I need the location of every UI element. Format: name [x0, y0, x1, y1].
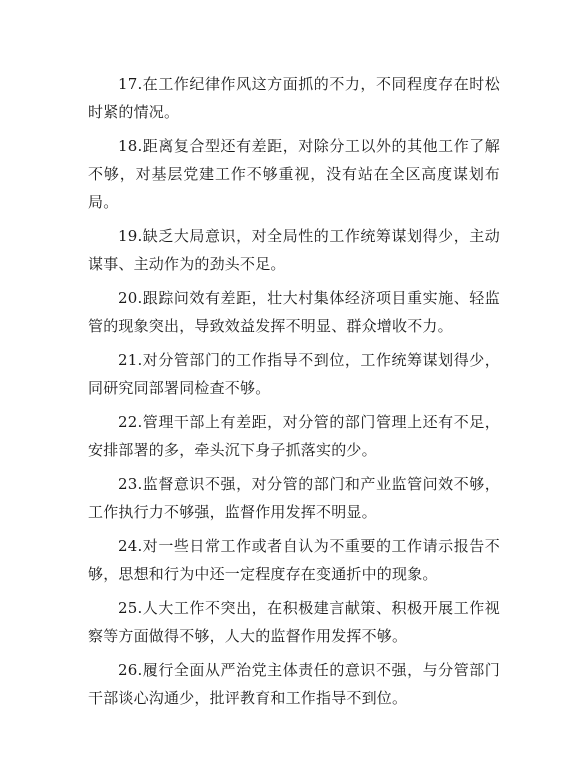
list-item: 22.管理干部上有差距，对分管的部门管理上还有不足，安排部署的多，牵头沉下身子抓落实的少。	[88, 413, 500, 459]
list-item: 26.履行全面从严治党主体责任的意识不强，与分管部门干部谈心沟通少，批评教育和工作指导不到位。	[88, 661, 500, 707]
list-item: 21.对分管部门的工作指导不到位，工作统筹谋划得少，同研究同部署同检查不够。	[88, 351, 500, 397]
list-item: 23.监督意识不强，对分管的部门和产业监管问效不够，工作执行力不够强，监督作用发挥不明显。	[88, 475, 500, 521]
list-item: 17.在工作纪律作风这方面抓的不力，不同程度存在时松时紧的情况。	[88, 75, 500, 121]
list-item: 18.距离复合型还有差距，对除分工以外的其他工作了解不够，对基层党建工作不够重视，没有站在全区高度谋划布局。	[88, 137, 500, 211]
list-item: 24.对一些日常工作或者自认为不重要的工作请示报告不够，思想和行为中还一定程度存在变通折中的现象。	[88, 537, 500, 583]
list-item: 25.人大工作不突出，在积极建言献策、积极开展工作视察等方面做得不够，人大的监督作用发挥不够。	[88, 599, 500, 645]
document-page	[88, 70, 500, 718]
list-item: 20.跟踪问效有差距，壮大村集体经济项目重实施、轻监管的现象突出，导致效益发挥不明显、群众增收不力。	[88, 289, 500, 335]
list-item: 19.缺乏大局意识，对全局性的工作统筹谋划得少，主动谋事、主动作为的劲头不足。	[88, 227, 500, 273]
